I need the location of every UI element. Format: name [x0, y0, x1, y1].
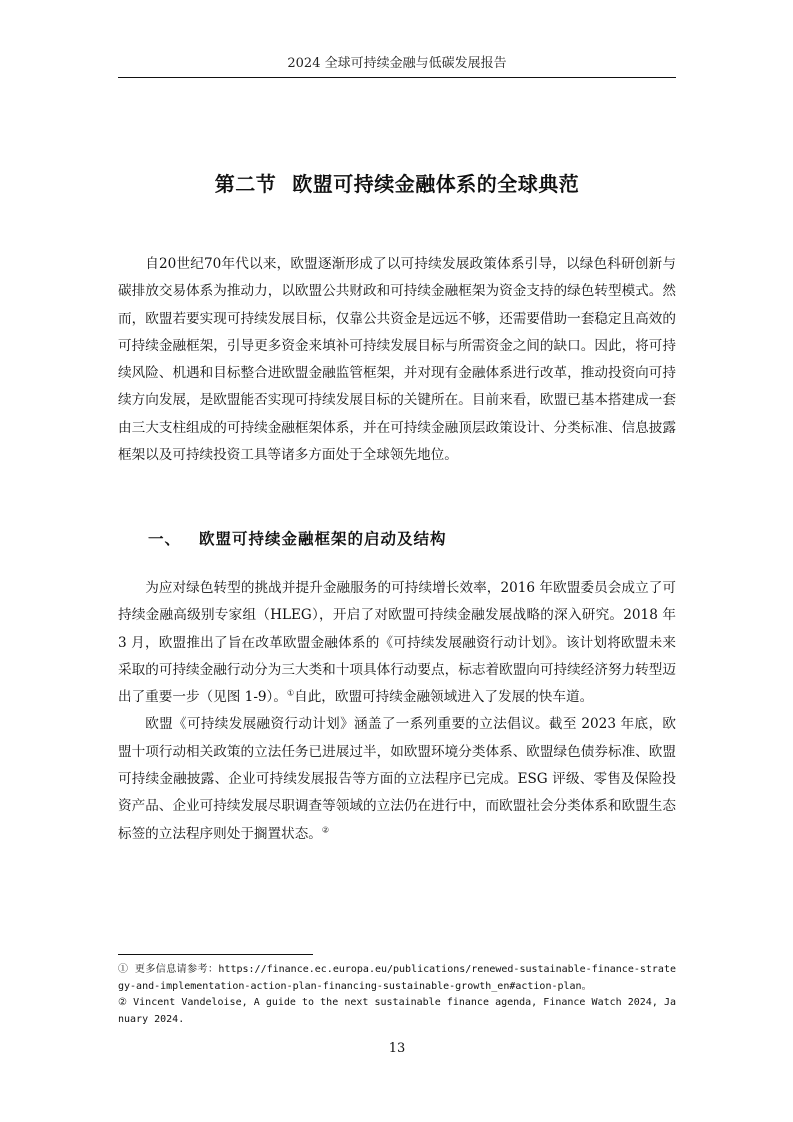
paragraph-2-text: 为应对绿色转型的挑战并提升金融服务的可持续增长效率，2016 年欧盟委员会成立了可持续金融高级别专家组（HLEG），开启了对欧盟可持续金融发展战略的深入研究。2018 年 3 月，欧盟推出了旨在改革欧盟金融体系的《可持续发展融资行动计划》。该计划将欧盟未来采取的可持续金融行动分为三大类和十项具体行动要点，标志着欧盟向可持续经济努力转型迈出了重要一步（见图 1-9）。	[118, 580, 676, 706]
intro-paragraph: 自20世纪70年代以来，欧盟逐渐形成了以可持续发展政策体系引导，以绿色科研创新与碳排放交易体系为推动力，以欧盟公共财政和可持续金融框架为资金支持的绿色转型模式。然而，欧盟若要实现可持续发展目标，仅靠公共资金是远远不够，还需要借助一套稳定且高效的可持续金融框架，引导更多资金来填补可持续发展目标与所需资金之间的缺口。因此，将可持续风险、机遇和目标整合进欧盟金融监管框架，并对现有金融体系进行改革，推动投资向可持续方向发展，是欧盟能否实现可持续发展目标的关键所在。目前来看，欧盟已基本搭建成一套由三大支柱组成的可持续金融框架体系，并在可持续金融顶层政策设计、分类标准、信息披露框架以及可持续投资工具等诸多方面处于全球领先地位。	[118, 256, 676, 464]
section-title-text: 欧盟可持续金融体系的全球典范	[292, 172, 580, 196]
subsection-number: 一、	[148, 530, 182, 548]
section-title	[118, 170, 676, 198]
section-1-body	[118, 575, 676, 848]
paragraph-3	[118, 711, 676, 847]
section-number: 第二节	[214, 172, 277, 196]
footnote-rule	[118, 954, 313, 955]
footnote-1: ① 更多信息请参考：https://finance.ec.europa.eu/publications/renewed-sustainable-finance-strategy-and-implementation-action-plan-financing-sustainable-growth_en#action-plan。	[118, 964, 676, 992]
subsection-title-text: 欧盟可持续金融框架的启动及结构	[199, 530, 447, 548]
paragraph-2-text-after: 自此，欧盟可持续金融领域进入了发展的快车道。	[294, 689, 594, 706]
footnote-2: ② Vincent Vandeloise, A guide to the next sustainable finance agenda, Finance Watch 2024, January 2024.	[118, 997, 676, 1025]
header-rule	[118, 77, 676, 78]
paragraph-3-text: 欧盟《可持续发展融资行动计划》涵盖了一系列重要的立法倡议。截至 2023 年底，欧盟十项行动相关政策的立法任务已进展过半，如欧盟环境分类体系、欧盟绿色债券标准、欧盟可持续金融披露、企业可持续发展报告等方面的立法程序已完成。ESG 评级、零售及保险投资产品、企业可持续发展尽职调查等领域的立法仍在进行中，而欧盟社会分类体系和欧盟生态标签的立法程序则处于搁置状态。	[118, 716, 676, 842]
page-number: 13	[388, 1041, 406, 1056]
footnotes	[118, 962, 676, 1028]
subsection-title	[148, 527, 447, 551]
intro-block	[118, 251, 676, 469]
paragraph-2	[118, 575, 676, 711]
footnote-ref-1[interactable]: ①	[286, 688, 295, 698]
running-header: 2024 全球可持续金融与低碳发展报告	[287, 56, 507, 71]
footnote-ref-2[interactable]: ②	[321, 825, 330, 835]
